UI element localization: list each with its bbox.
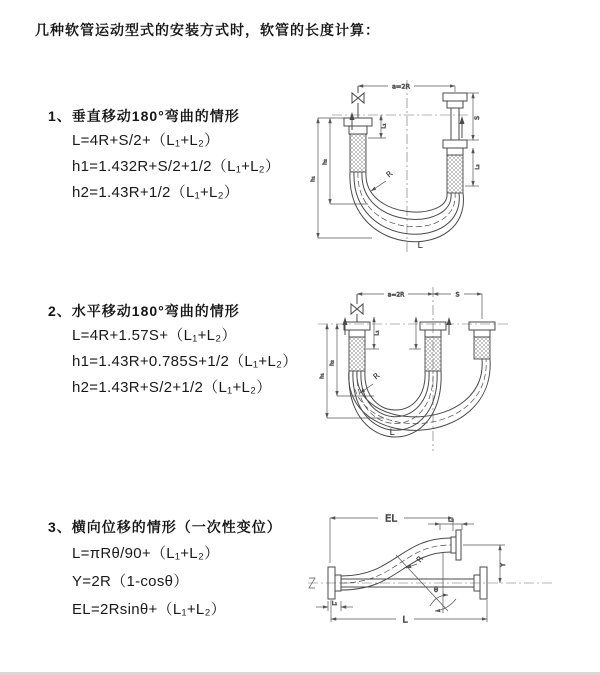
d2-label-r: R bbox=[371, 371, 382, 382]
section-2-heading: 2、水平移动180°弯曲的情形 bbox=[48, 303, 240, 319]
d1-label-h1: h₁ bbox=[310, 176, 317, 182]
dimension-l2 bbox=[465, 148, 481, 186]
diagram-vertical-180 bbox=[310, 74, 532, 258]
right-connector bbox=[469, 322, 495, 359]
d3-label-theta: θ bbox=[433, 586, 439, 594]
up-arrow-icon bbox=[343, 317, 348, 325]
dimension-l2 bbox=[428, 517, 474, 531]
moved-end-flange bbox=[451, 530, 461, 560]
braided-section bbox=[350, 134, 366, 172]
formula-h1-2: h1=1.43R+0.785S+1/2（L₁+L₂） bbox=[72, 353, 298, 370]
section-1-formulas bbox=[72, 128, 280, 206]
up-arrow-icon bbox=[460, 116, 465, 124]
formula-y-3: Y=2R（1-cosθ） bbox=[72, 573, 189, 590]
flange bbox=[443, 93, 467, 101]
dimension-y bbox=[463, 545, 507, 583]
d2-label-l1: L₁ bbox=[374, 330, 381, 336]
formula-h2-1: h2=1.43R+1/2（L₁+L₂） bbox=[72, 184, 240, 201]
radius-callout bbox=[371, 169, 395, 191]
d1-label-l: L bbox=[417, 241, 423, 251]
d2-label-h2: h₂ bbox=[329, 360, 336, 366]
dimension-mid-connector bbox=[409, 317, 421, 349]
s-curve-hose bbox=[341, 538, 451, 590]
d1-label-r: R bbox=[384, 169, 395, 180]
valve-icon bbox=[352, 93, 364, 103]
d3-label-el: EL bbox=[385, 513, 397, 525]
d1-label-h2: h₂ bbox=[322, 159, 329, 165]
d1-label-a2r: a=2R bbox=[391, 82, 411, 91]
left-connector bbox=[343, 294, 371, 371]
formula-l-1: L=4R+S/2+（L₁+L₂） bbox=[72, 132, 220, 149]
valve-icon bbox=[351, 304, 363, 314]
diagram-vertical-180-svg bbox=[310, 74, 532, 258]
middle-connector bbox=[420, 317, 452, 371]
d3-label-r: R bbox=[414, 554, 426, 565]
up-arrow-icon bbox=[350, 112, 355, 120]
flange bbox=[344, 118, 372, 126]
section-3-formulas bbox=[72, 540, 226, 624]
braided-section bbox=[447, 155, 463, 193]
dimension-a2r bbox=[357, 292, 482, 320]
braided-section bbox=[349, 337, 365, 371]
dimension-l1 bbox=[316, 601, 353, 611]
dimension-s bbox=[433, 292, 482, 299]
d2-label-h1: h₁ bbox=[319, 373, 326, 379]
right-connector bbox=[443, 93, 467, 193]
braided-section bbox=[474, 337, 490, 359]
page-title: 几种软管运动型式的安装方式时，软管的长度计算： bbox=[35, 22, 380, 38]
d2-label-a2r: a=2R bbox=[387, 291, 405, 299]
flange bbox=[344, 322, 370, 330]
dimension-a2r bbox=[358, 83, 455, 93]
section-3-heading: 3、横向位移的情形（一次性变位） bbox=[48, 519, 282, 535]
braided-section bbox=[425, 337, 441, 371]
d1-label-l2: L₂ bbox=[475, 164, 481, 170]
dimension-el bbox=[330, 514, 453, 564]
left-connector bbox=[344, 86, 372, 172]
diagram-horizontal-180-svg bbox=[312, 281, 527, 459]
formula-l-3: L=πRθ/90+（L₁+L₂） bbox=[72, 545, 220, 562]
hose-curves-position-1 bbox=[349, 371, 441, 437]
d3-label-l2: L₂ bbox=[448, 516, 454, 524]
d1-label-s: S bbox=[474, 116, 481, 120]
up-arrow-icon bbox=[447, 317, 452, 325]
d2-label-s: S bbox=[455, 291, 460, 299]
diagram-lateral-svg bbox=[300, 503, 595, 643]
dimension-l bbox=[331, 600, 487, 626]
d3-label-l: L bbox=[402, 615, 408, 626]
formula-h2-2: h2=1.43R+S/2+1/2（L₁+L₂） bbox=[72, 379, 272, 396]
d3-label-y: Y bbox=[499, 562, 507, 568]
diagram-horizontal-180 bbox=[312, 281, 527, 459]
formula-l-2: L=4R+1.57S+（L₁+L₂） bbox=[72, 327, 237, 344]
flange bbox=[443, 140, 467, 148]
hose-curves bbox=[350, 172, 464, 242]
d2-label-l: L bbox=[389, 428, 395, 438]
flange bbox=[456, 530, 461, 560]
section-1-heading: 1、垂直移动180°弯曲的情形 bbox=[48, 108, 240, 124]
d1-label-l1: L₁ bbox=[381, 123, 388, 129]
formula-el-3: EL=2Rsinθ+（L₁+L₂） bbox=[72, 601, 226, 618]
flange bbox=[469, 322, 495, 330]
section-2-formulas bbox=[72, 323, 298, 401]
d3-label-l1: L₁ bbox=[331, 601, 338, 607]
formula-h1-1: h1=1.432R+S/2+1/2（L₁+L₂） bbox=[72, 158, 281, 175]
diagram-lateral-displacement bbox=[300, 503, 595, 643]
